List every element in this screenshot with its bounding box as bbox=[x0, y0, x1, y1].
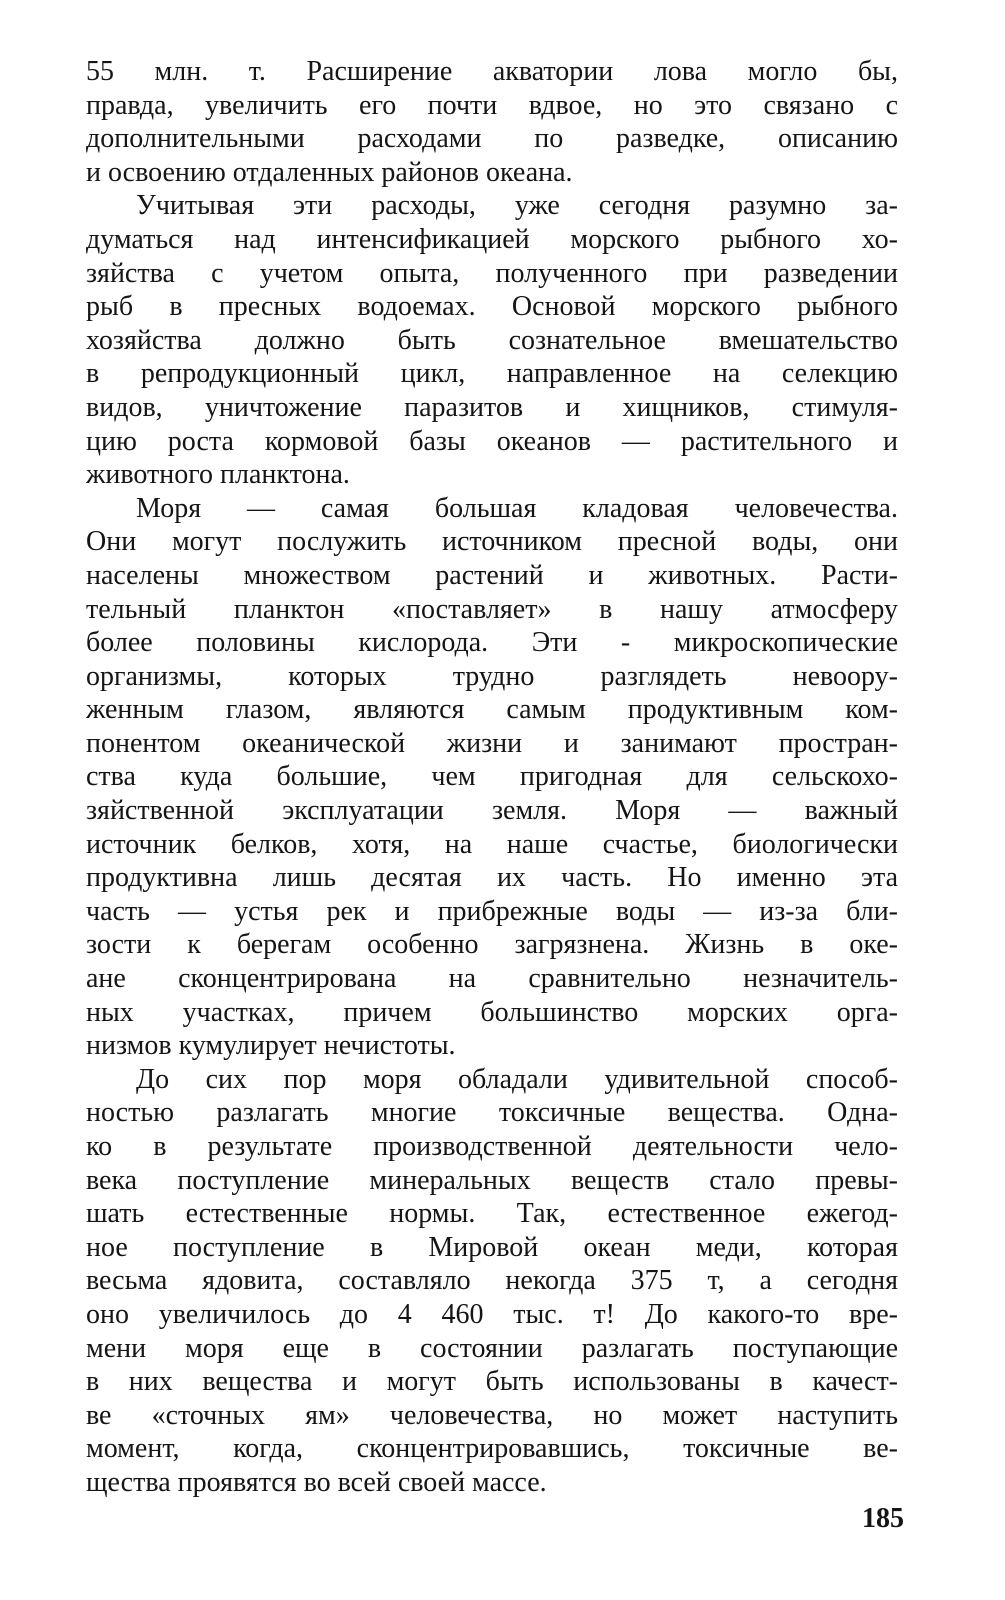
text-line: зяйства с учетом опыта, полученного при разведении bbox=[86, 257, 898, 289]
text-line: Учитывая эти расходы, уже сегодня разумно за- bbox=[136, 190, 898, 222]
text-line: дополнительными расходами по разведке, описанию bbox=[86, 123, 898, 155]
text-line: зяйственной эксплуатации земля. Моря — важный bbox=[86, 795, 898, 827]
text-line: думаться над интенсификацией морского рыбного хо- bbox=[86, 223, 898, 255]
text-line: ных участках, причем большинство морских орга- bbox=[86, 996, 898, 1028]
text-line: источник белков, хотя, на наше счастье, биологически bbox=[86, 828, 898, 860]
paragraph bbox=[86, 189, 898, 491]
text-line: в репродукционный цикл, направленное на селекцию bbox=[86, 358, 898, 390]
paragraph bbox=[86, 1063, 898, 1500]
text-line: женным глазом, являются самым продуктивным ком- bbox=[86, 694, 898, 726]
text-line: Они могут послужить источником пресной воды, они bbox=[86, 526, 898, 558]
text-line: щества проявятся во всей своей массе. bbox=[86, 1466, 547, 1498]
text-line: века поступление минеральных веществ стало превы- bbox=[86, 1164, 898, 1196]
text-line: низмов кумулирует нечистоты. bbox=[86, 1030, 456, 1062]
text-line: хозяйства должно быть сознательное вмешательство bbox=[86, 324, 898, 356]
text-line: понентом океанической жизни и занимают простран- bbox=[86, 727, 898, 759]
text-line: 55 млн. т. Расширение акватории лова могло бы, bbox=[86, 56, 898, 87]
text-line: продуктивна лишь десятая их часть. Но именно эта bbox=[86, 862, 898, 894]
text-line: зости к берегам особенно загрязнена. Жизнь в оке- bbox=[86, 929, 898, 961]
text-line: ане сконцентрирована на сравнительно незначитель- bbox=[86, 963, 898, 995]
text-line: часть — устья рек и прибрежные воды — из-за бли- bbox=[86, 895, 898, 927]
text-line: мени моря еще в состоянии разлагать поступающие bbox=[86, 1332, 898, 1364]
text-line: ко в результате производственной деятельности чело- bbox=[86, 1131, 898, 1162]
text-line: До сих пор моря обладали удивительной способ- bbox=[136, 1063, 898, 1095]
text-line: шать естественные нормы. Так, естественное ежегод- bbox=[86, 1198, 898, 1230]
page-number: 185 bbox=[862, 1503, 904, 1534]
text-line: более половины кислорода. Эти - микроскопические bbox=[86, 627, 898, 659]
text-line: и освоению отдаленных районов океана. bbox=[86, 156, 573, 188]
body-text bbox=[86, 55, 898, 1500]
text-line: оно увеличилось до 4 460 тыс. т! До какого-то вре- bbox=[86, 1298, 898, 1330]
text-line: момент, когда, сконцентрировавшись, токсичные ве- bbox=[86, 1433, 898, 1465]
text-line: организмы, которых трудно разглядеть невоору- bbox=[86, 660, 898, 692]
text-line: ностью разлагать многие токсичные вещества. Одна- bbox=[86, 1097, 898, 1129]
text-line: ное поступление в Мировой океан меди, которая bbox=[86, 1231, 898, 1263]
paragraph bbox=[86, 55, 898, 189]
text-line: ства куда большие, чем пригодная для сельскохо- bbox=[86, 761, 898, 793]
text-line: Моря — самая большая кладовая человечества. bbox=[136, 492, 898, 524]
text-line: ве «сточных ям» человечества, но может наступить bbox=[86, 1399, 898, 1431]
text-line: населены множеством растений и животных. Расти- bbox=[86, 559, 898, 591]
text-line: животного планктона. bbox=[86, 459, 350, 491]
text-line: весьма ядовита, составляло некогда 375 т, а сегодня bbox=[86, 1265, 898, 1297]
text-line: в них вещества и могут быть использованы в качест- bbox=[86, 1366, 898, 1398]
paragraph bbox=[86, 492, 898, 1063]
text-line: цию роста кормовой базы океанов — растительного и bbox=[86, 425, 898, 457]
text-line: видов, уничтожение паразитов и хищников, стимуля- bbox=[86, 391, 898, 423]
text-line: правда, увеличить его почти вдвое, но это связано с bbox=[86, 89, 898, 121]
text-line: рыб в пресных водоемах. Основой морского рыбного bbox=[86, 291, 898, 323]
text-line: тельный планктон «поставляет» в нашу атмосферу bbox=[86, 593, 898, 625]
